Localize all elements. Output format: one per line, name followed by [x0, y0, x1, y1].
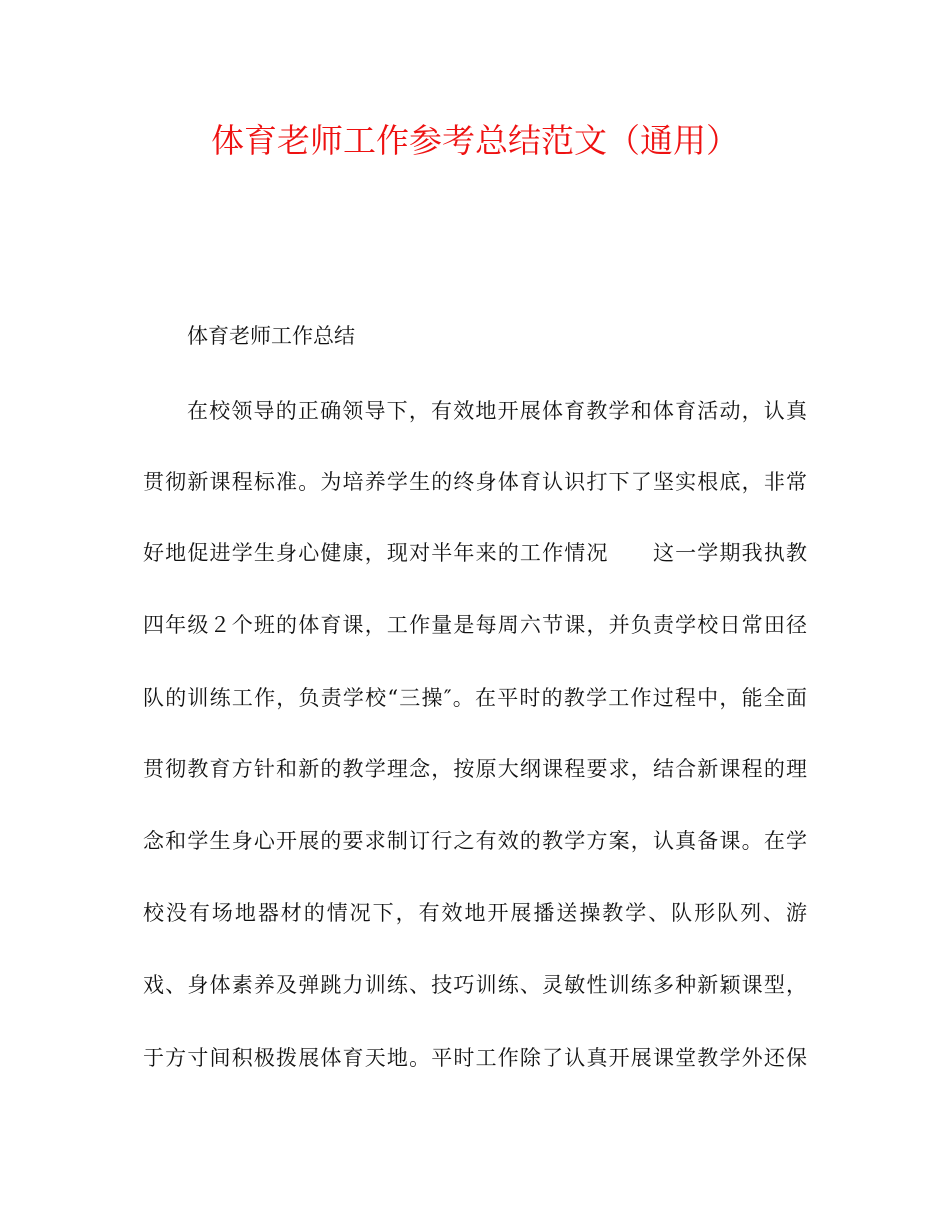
document-title: 体育老师工作参考总结范文（通用）: [211, 121, 739, 160]
paragraph-line: 贯彻教育方针和新的教学理念，按原大纲课程要求，结合新课程的理: [143, 757, 807, 781]
paragraph-line: 队的训练工作，负责学校“三操″。在平时的教学工作过程中，能全面: [143, 686, 807, 710]
paragraph-line: 于方寸间积极拨展体育天地。平时工作除了认真开展课堂教学外还保: [143, 1046, 807, 1070]
paragraph-line: 校没有场地器材的情况下，有效地开展播送操教学、队形队列、游: [143, 901, 807, 925]
paragraph-line: 在校领导的正确领导下，有效地开展体育教学和体育活动，认真: [187, 399, 807, 423]
paragraph-line: 好地促进学生身心健康，现对半年来的工作情况 这一学期我执教: [143, 541, 807, 565]
paragraph-line: 贯彻新课程标准。为培养学生的终身体育认识打下了坚实根底，非常: [143, 470, 807, 494]
section-heading: 体育老师工作总结: [187, 324, 355, 348]
paragraph-line: 念和学生身心开展的要求制订行之有效的教学方案，认真备课。在学: [143, 829, 807, 853]
paragraph-line: 戏、身体素养及弹跳力训练、技巧训练、灵敏性训练多种新颖课型，: [143, 973, 807, 997]
paragraph-line: 四年级２个班的体育课，工作量是每周六节课，并负责学校日常田径: [143, 613, 807, 637]
